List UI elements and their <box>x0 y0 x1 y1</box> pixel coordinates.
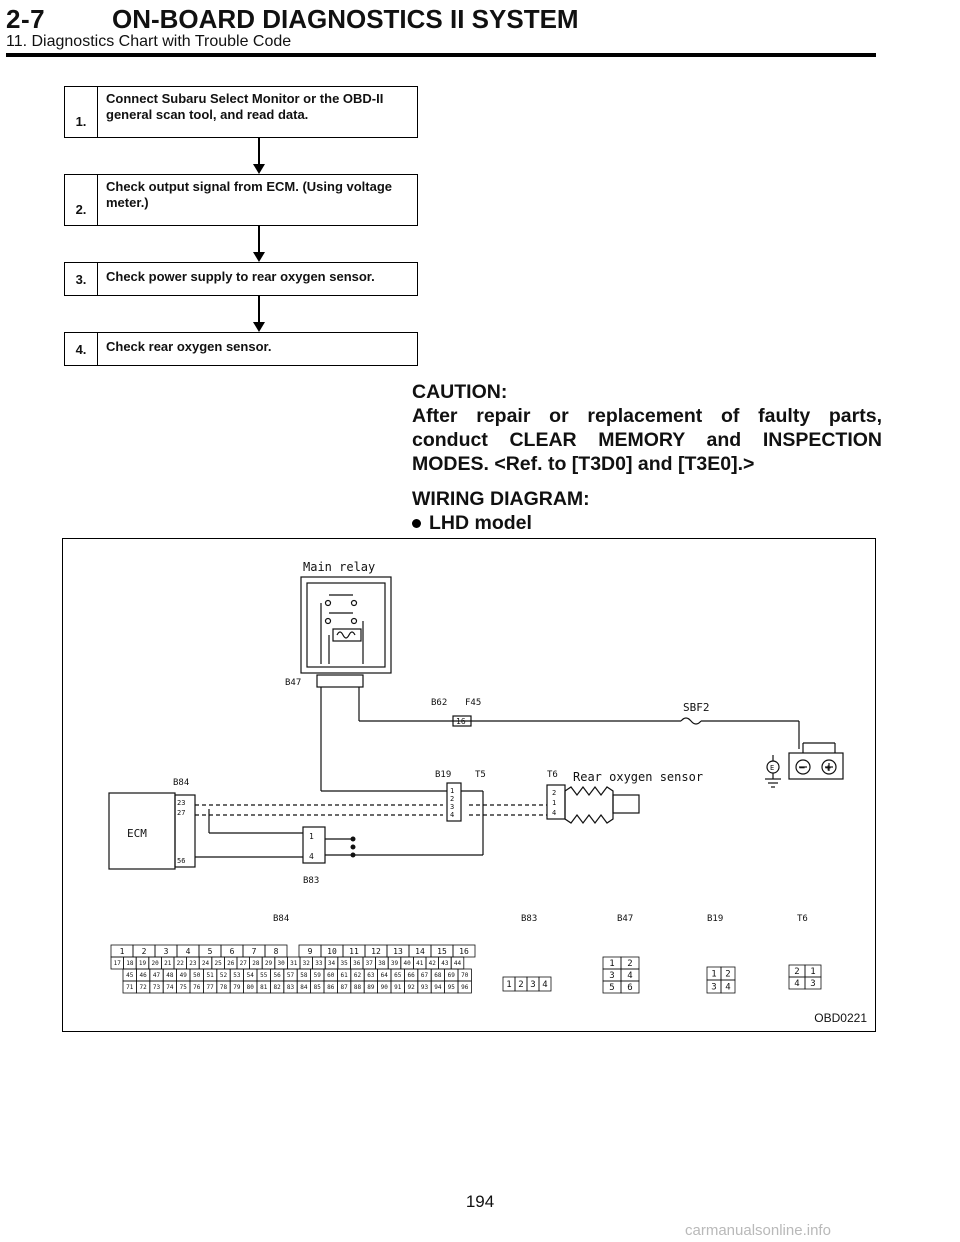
b84-pin: 91 <box>394 984 402 992</box>
flow-arrow-head-icon <box>253 252 265 262</box>
b19-pin: 1 <box>711 969 717 980</box>
b84-pin: 53 <box>233 972 241 980</box>
step-text: Check power supply to rear oxygen sensor. <box>106 269 375 284</box>
page-title: ON-BOARD DIAGNOSTICS II SYSTEM <box>112 4 579 34</box>
b84-pin: 43 <box>441 960 449 968</box>
b84-pin: 30 <box>277 960 285 968</box>
b84-pin: 64 <box>380 972 388 980</box>
b84-pin: 80 <box>246 984 254 992</box>
b84-pin: 8 <box>273 946 279 956</box>
step-text: Connect Subaru Select Monitor or the OBD-II general scan tool, and read data. <box>106 91 384 122</box>
b84-pin: 50 <box>193 972 201 980</box>
b84-pin: 39 <box>390 960 399 968</box>
b47-connector-strip <box>317 675 363 687</box>
b84-pin: 33 <box>315 960 323 968</box>
b19-pin-2: 2 <box>450 795 455 803</box>
b84-pin: 27 <box>239 960 247 968</box>
b84-pin: 45 <box>126 972 134 980</box>
b84-pin: 93 <box>420 984 429 992</box>
page-number: 194 <box>465 1192 495 1211</box>
b84-pin: 72 <box>139 984 147 992</box>
b19-pin: 2 <box>725 969 731 980</box>
ecm-pin-56: 56 <box>177 857 186 865</box>
b84-pin: 26 <box>227 960 235 968</box>
b84-pin: 89 <box>367 984 375 992</box>
b83-label: B83 <box>303 876 320 886</box>
b19-pin: 4 <box>725 982 731 993</box>
b84-pin: 44 <box>453 960 462 968</box>
b84-pin: 7 <box>251 946 257 956</box>
b84-pin: 84 <box>300 984 308 992</box>
b84-pin: 59 <box>313 972 321 980</box>
oxygen-sensor-icon <box>565 787 613 823</box>
b84-pin: 67 <box>420 972 429 980</box>
b84-pin: 90 <box>380 984 388 992</box>
b84-pin: 18 <box>126 960 134 968</box>
b83-pin: 1 <box>506 980 512 991</box>
b84-pin: 1 <box>119 946 125 956</box>
header-rule <box>6 53 876 57</box>
b84-pin: 52 <box>219 972 228 980</box>
b84-pin: 56 <box>273 972 281 980</box>
b84-pin: 4 <box>185 946 191 956</box>
b19-pin: 3 <box>711 982 717 993</box>
watermark: carmanualsonline.info <box>685 1222 831 1239</box>
b84-pin: 65 <box>394 972 402 980</box>
b84-pin: 37 <box>365 960 373 968</box>
b84-pin: 79 <box>233 984 241 992</box>
b84-pin: 31 <box>290 960 298 968</box>
t6-pin: 4 <box>794 979 800 990</box>
b19-connector-face <box>707 967 735 993</box>
b84-pin: 69 <box>447 972 455 980</box>
b47-pin: 5 <box>609 983 615 994</box>
t5-label: T5 <box>475 770 486 780</box>
b47-face-title: B47 <box>617 914 634 924</box>
b84-pin: 95 <box>447 984 455 992</box>
ecm-label: ECM <box>127 827 147 840</box>
b84-pin: 47 <box>152 972 161 980</box>
b84-pin: 16 <box>459 946 469 956</box>
step-4-box <box>64 332 418 366</box>
wiring-diagram <box>62 538 876 1032</box>
b84-pin: 21 <box>164 960 172 968</box>
t6-face-title: T6 <box>797 914 808 924</box>
b84-pin: 19 <box>138 960 147 968</box>
fuse-slot-label: 16 <box>456 717 466 726</box>
b84-pin: 86 <box>327 984 335 992</box>
b83-pin-4: 4 <box>309 852 314 861</box>
b19-pin-3: 3 <box>450 803 455 811</box>
b84-pin: 63 <box>367 972 375 980</box>
b84-pin: 82 <box>273 984 281 992</box>
b84-pin: 66 <box>407 972 415 980</box>
flow-arrow-head-icon <box>253 164 265 174</box>
b84-pin: 35 <box>340 960 348 968</box>
step-1-box <box>64 86 418 138</box>
caution-label: CAUTION: <box>412 381 508 403</box>
t6-pin: 2 <box>794 967 800 978</box>
b84-pin: 36 <box>353 960 361 968</box>
b83-connector <box>303 827 325 863</box>
wiring-diagram-heading: WIRING DIAGRAM: <box>412 488 590 510</box>
b47-label: B47 <box>285 678 302 688</box>
t6-pin-4: 4 <box>552 809 557 817</box>
b84-pin: 24 <box>201 960 210 968</box>
b84-pin: 10 <box>327 946 337 956</box>
b84-pin: 74 <box>166 984 174 992</box>
t6-label: T6 <box>547 770 558 780</box>
b84-pin: 5 <box>207 946 213 956</box>
ecm-pin-27: 27 <box>177 809 186 817</box>
b83-connector-face <box>503 977 551 991</box>
b84-pin: 81 <box>260 984 268 992</box>
b47-connector-face <box>603 957 639 993</box>
b84-pin: 83 <box>286 984 295 992</box>
wiring-diagram-svg <box>63 539 875 1031</box>
b19-pin-4: 4 <box>450 811 455 819</box>
b83-face-title: B83 <box>521 914 538 924</box>
step-number: 1. <box>65 87 98 137</box>
t6-pin: 1 <box>810 967 816 978</box>
b84-pin: 58 <box>300 972 308 980</box>
b84-pin: 3 <box>163 946 169 956</box>
f45-label: F45 <box>465 698 482 708</box>
b47-pin: 4 <box>627 971 633 982</box>
b84-pin: 12 <box>371 946 381 956</box>
model-label: LHD model <box>429 512 532 534</box>
b84-pin: 32 <box>302 960 310 968</box>
step-number: 4. <box>65 333 98 365</box>
oxygen-sensor-tip <box>613 795 639 813</box>
b84-pin: 62 <box>353 972 362 980</box>
b84-pin: 54 <box>246 972 254 980</box>
section-code: 2-7 <box>6 4 46 34</box>
ecm-pin-23: 23 <box>177 799 186 807</box>
battery-minus-label: − <box>799 763 806 774</box>
bullet-icon <box>412 519 421 528</box>
b84-pin: 71 <box>126 984 134 992</box>
b84-pin: 25 <box>214 960 222 968</box>
b84-pin: 23 <box>189 960 197 968</box>
b84-pin: 49 <box>179 972 187 980</box>
step-number: 3. <box>65 263 98 295</box>
b84-pin: 92 <box>407 984 415 992</box>
b84-pin: 15 <box>437 946 447 956</box>
flow-arrow-line <box>258 296 260 322</box>
model-bullet <box>412 512 532 535</box>
b83-pin: 3 <box>530 980 536 991</box>
t6-pin-2: 2 <box>552 789 557 797</box>
b83-pin-1: 1 <box>309 832 314 841</box>
step-text: Check rear oxygen sensor. <box>106 339 272 354</box>
diagram-reference-code: OBD0221 <box>814 1011 867 1025</box>
battery-box <box>789 753 843 779</box>
b84-pin: 20 <box>151 960 159 968</box>
b84-pin: 76 <box>193 984 201 992</box>
main-relay-label: Main relay <box>303 560 376 574</box>
rear-oxygen-sensor-label: Rear oxygen sensor <box>573 770 704 784</box>
b84-pin: 9 <box>307 946 313 956</box>
b84-pin: 87 <box>340 984 348 992</box>
t6-pin-1: 1 <box>552 799 557 807</box>
b84-pin: 57 <box>286 972 295 980</box>
battery-plus-label: + <box>825 763 832 774</box>
b19-label: B19 <box>435 770 452 780</box>
caution-block <box>412 380 882 476</box>
b19-face-title: B19 <box>707 914 724 924</box>
sbf2-fuse-icon <box>681 718 701 724</box>
b47-pin: 6 <box>627 983 633 994</box>
b84-pin: 85 <box>313 984 321 992</box>
b84-pin: 55 <box>260 972 268 980</box>
flow-arrow-head-icon <box>253 322 265 332</box>
b84-pin: 2 <box>141 946 147 956</box>
flow-arrow-line <box>258 138 260 164</box>
b84-pin: 48 <box>166 972 174 980</box>
b84-pin: 96 <box>461 984 469 992</box>
b62-label: B62 <box>431 698 448 708</box>
b84-pin: 40 <box>403 960 411 968</box>
b84-pin: 88 <box>353 984 362 992</box>
t6-connector-face <box>789 965 821 989</box>
b83-pin: 2 <box>518 980 524 991</box>
b84-pin: 78 <box>219 984 228 992</box>
b47-pin: 3 <box>609 971 615 982</box>
b84-pin: 46 <box>139 972 147 980</box>
sbf2-label: SBF2 <box>683 701 710 714</box>
b84-pin: 68 <box>434 972 442 980</box>
b84-connector-face <box>111 945 475 993</box>
b84-label: B84 <box>173 778 190 788</box>
step-number: 2. <box>65 175 98 225</box>
t6-pin: 3 <box>810 979 816 990</box>
b84-pin: 94 <box>434 984 442 992</box>
step-3-box <box>64 262 418 296</box>
b84-pin: 70 <box>461 972 469 980</box>
caution-text: After repair or replacement of faulty parts, conduct CLEAR MEMORY and INSPECTION MODES. <Ref. to [T3D0] and [T3E0].> <box>412 405 882 475</box>
b84-pin: 11 <box>349 946 359 956</box>
b84-pin: 73 <box>152 984 161 992</box>
b19-pin-1: 1 <box>450 787 455 795</box>
b84-pin: 28 <box>252 960 260 968</box>
b84-pin: 29 <box>264 960 273 968</box>
b84-face-title: B84 <box>273 914 290 924</box>
step-2-box <box>64 174 418 226</box>
b84-pin: 77 <box>206 984 214 992</box>
b84-pin: 38 <box>378 960 386 968</box>
b84-pin: 6 <box>229 946 235 956</box>
b84-pin: 75 <box>179 984 187 992</box>
b84-pin: 42 <box>428 960 436 968</box>
b83-pin: 4 <box>542 980 548 991</box>
b84-pin: 60 <box>327 972 335 980</box>
flow-arrow-line <box>258 226 260 252</box>
b47-pin: 1 <box>609 959 615 970</box>
ground-label: E <box>770 764 775 772</box>
b84-pin: 22 <box>176 960 184 968</box>
b84-pin: 51 <box>206 972 214 980</box>
b84-pin: 13 <box>393 946 403 956</box>
b84-pin: 61 <box>340 972 348 980</box>
b84-pin: 34 <box>327 960 336 968</box>
step-text: Check output signal from ECM. (Using voltage meter.) <box>106 179 393 210</box>
b84-pin: 17 <box>113 960 121 968</box>
b47-pin: 2 <box>627 959 633 970</box>
page-subtitle: 11. Diagnostics Chart with Trouble Code <box>6 33 292 50</box>
main-relay-box <box>301 577 391 673</box>
b84-pin: 41 <box>416 960 424 968</box>
b84-pin: 14 <box>415 946 425 956</box>
